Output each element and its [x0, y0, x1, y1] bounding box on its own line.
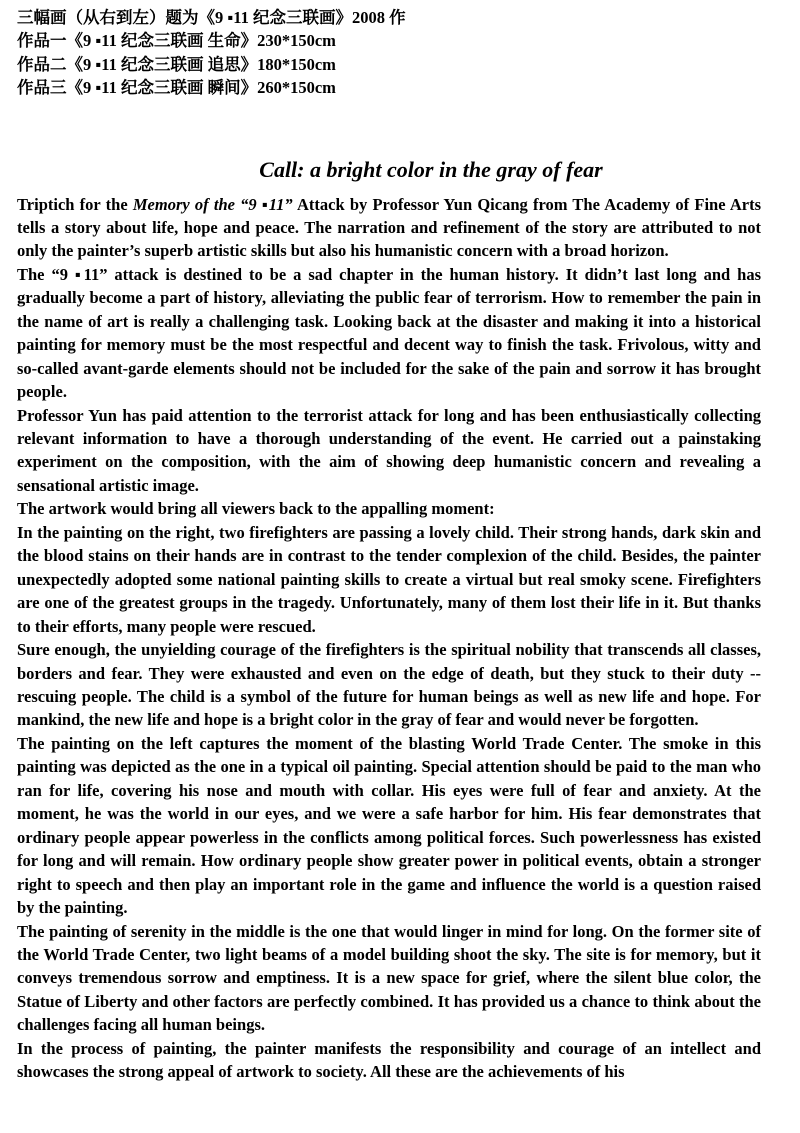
artwork-caption — [17, 6, 777, 99]
article-title: Call: a bright color in the gray of fear — [259, 157, 603, 182]
paragraph: Professor Yun has paid attention to the terrorist attack for long and has been enthusiastically collecting relevant information to have a thorough understanding of the event. He carried out a painstaking experiment on the composition, with the aim of showing deep humanistic concern and revealing a sensational artistic image. — [17, 405, 761, 495]
paragraph: The “9 ▪11” attack is destined to be a sad chapter in the human history. It didn’t last long and has gradually become a part of history, alleviating the public fear of terrorism. How to remember the pain in the name of art is really a challenging task. Looking back at the disaster and making it into a historical painting for memory must be the most respectful and decent way to finish the task. Frivolous, witty and so-called avant-garde elements should not be included for the sake of the pain and sorrow it has brought people. — [17, 264, 761, 402]
paragraph: The artwork would bring all viewers back to the appalling moment: — [17, 499, 495, 519]
paragraph-lead: Triptich for the — [17, 194, 133, 214]
paragraph: Sure enough, the unyielding courage of the firefighters is the spiritual nobility that transcends all classes, borders and fear. They were exhausted and even on the edge of death, but they stuck to their duty -- rescuing people. The child is a symbol of the future for human beings as well as new life and hope. For mankind, the new life and hope is a bright color in the gray of fear and would never be forgotten. — [17, 640, 761, 730]
paragraph: The painting of serenity in the middle is the one that would linger in mind for long. On the former site of the World Trade Center, two light beams of a model building shoot the sky. The site is for memory, but it conveys tremendous sorrow and emptiness. It is a new space for grief, where the silent blue color, the Statue of Liberty and other factors are perfectly combined. It has provided us a chance to think about the challenges facing all human beings. — [17, 921, 761, 1035]
caption-line: 作品三《9 ▪11 纪念三联画 瞬间》260*150cm — [17, 77, 336, 97]
article-body — [17, 193, 761, 1084]
caption-line: 三幅画（从右到左）题为《9 ▪11 纪念三联画》2008 作 — [17, 8, 406, 27]
paragraph — [17, 193, 761, 263]
caption-line: 作品一《9 ▪11 纪念三联画 生命》230*150cm — [17, 31, 336, 51]
caption-line: 作品二《9 ▪11 纪念三联画 追思》180*150cm — [17, 54, 336, 74]
paragraph-rest: Attack by Professor Yun Qicang from The Academy of Fine Arts tells a story about life, hope and peace. The narration and refinement of the story are attributed to not only the painter’s superb artistic skills but also his humanistic concern with a broad horizon. — [17, 194, 761, 261]
paragraph: In the process of painting, the painter manifests the responsibility and courage of an intellect and showcases the strong appeal of artwork to society. All these are the achievements of his — [17, 1038, 761, 1082]
paragraph: In the painting on the right, two firefighters are passing a lovely child. Their strong hands, dark skin and the blood stains on their hands are in contrast to the tender complexion of the child. Besides, the painter unexpectedly adopted some national painting skills to create a virtual but real smoky scene. Firefighters are one of the greatest groups in the tragedy. Unfortunately, many of them lost their life in it. But thanks to their efforts, many people were rescued. — [17, 522, 761, 636]
paragraph: The painting on the left captures the moment of the blasting World Trade Center. The smoke in this painting was depicted as the one in a typical oil painting. Special attention should be paid to the man who ran for life, covering his nose and mouth with collar. His eyes were full of fear and anxiety. At the moment, he was the world in our eyes, and we were a safe harbor for him. His fear demonstrates that ordinary people appear powerless in the conflicts among political forces. Such powerlessness has existed for long and will remain. How ordinary people show greater power in political events, obtain a stronger right to speech and then play an important role in the game and influence the world is a question raised by the painting. — [17, 733, 761, 918]
artwork-title: Memory of the “9 ▪11” — [132, 194, 293, 214]
